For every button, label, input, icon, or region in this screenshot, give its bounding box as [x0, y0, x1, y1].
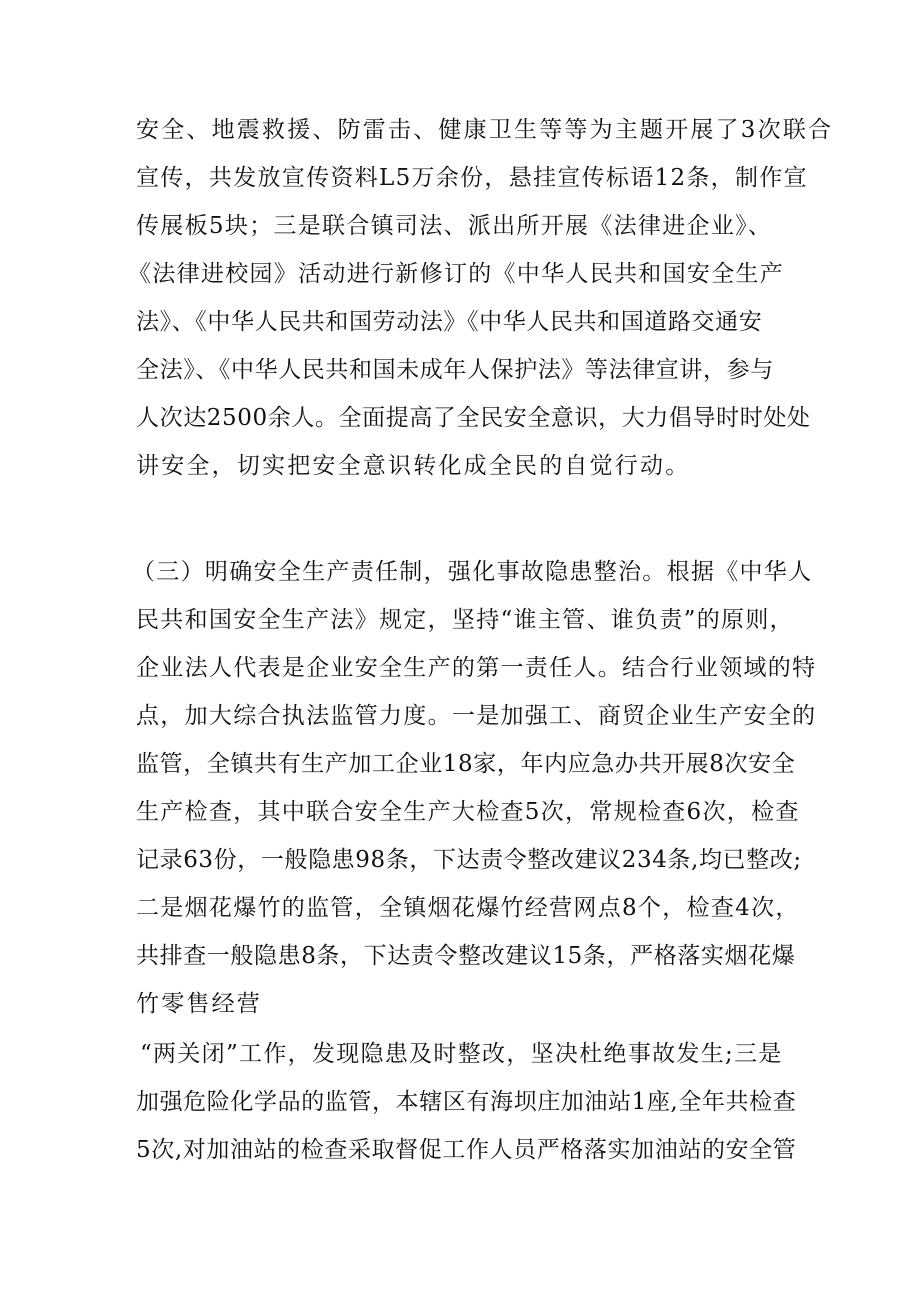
paragraph-line: 竹零售经营: [136, 991, 262, 1017]
paragraph-line: 安全、地震救援、防雷击、健康卫生等等为主题开展了3次联合: [136, 117, 834, 143]
paragraph-line: 生产检查，其中联合安全生产大检查5次，常规检查6次，检查: [136, 799, 800, 825]
paragraph-line: 监管，全镇共有生产加工企业18家，年内应急办共开展8次安全: [136, 751, 796, 777]
paragraph-line: 二是烟花爆竹的监管，全镇烟花爆竹经营网点8个，检查4次，: [136, 895, 800, 921]
paragraph-line: 共排查一般隐患8条，下达责令整改建议15条，严格落实烟花爆: [136, 943, 796, 969]
paragraph-line: （三）明确安全生产责任制，强化事故隐患整治。根据《中华人: [132, 559, 813, 585]
paragraph-line: 人次达2500余人。全面提高了全民安全意识，大力倡导时时处处: [136, 405, 811, 431]
paragraph-line: 点，加大综合执法监管力度。一是加强工、商贸企业生产安全的: [136, 703, 817, 729]
paragraph-line: 宣传，共发放宣传资料L5万余份，悬挂宣传标语12条，制作宣: [136, 165, 808, 191]
paragraph-line: 法》、《中华人民共和国劳动法》《中华人民共和国道路交通安: [136, 309, 763, 335]
paragraph-line: 传展板5块；三是联合镇司法、派出所开展《法律进企业》、: [136, 213, 773, 239]
paragraph-line: 记录63份，一般隐患98条，下达责令整改建议234条,均已整改;: [136, 847, 802, 873]
paragraph-line: 全法》、《中华人民共和国未成年人保护法》等法律宣讲，参与: [136, 357, 774, 383]
paragraph-line: 5次,对加油站的检查采取督促工作人员严格落实加油站的安全管: [136, 1137, 797, 1163]
paragraph-line: “两关闭”工作，发现隐患及时整改，坚决杜绝事故发生;三是: [140, 1041, 783, 1067]
paragraph-line: 讲安全，切实把安全意识转化成全民的自觉行动。: [136, 453, 691, 479]
paragraph-line: 《法律进校园》活动进行新修订的《中华人民共和国安全生产: [128, 261, 785, 287]
paragraph-line: 加强危险化学品的监管，本辖区有海坝庄加油站1座,全年共检查: [136, 1089, 797, 1115]
paragraph-line: 民共和国安全生产法》规定，坚持“谁主管、谁负责”的原则，: [136, 607, 794, 633]
paragraph-line: 企业法人代表是企业安全生产的第一责任人。结合行业领域的特: [136, 655, 817, 681]
